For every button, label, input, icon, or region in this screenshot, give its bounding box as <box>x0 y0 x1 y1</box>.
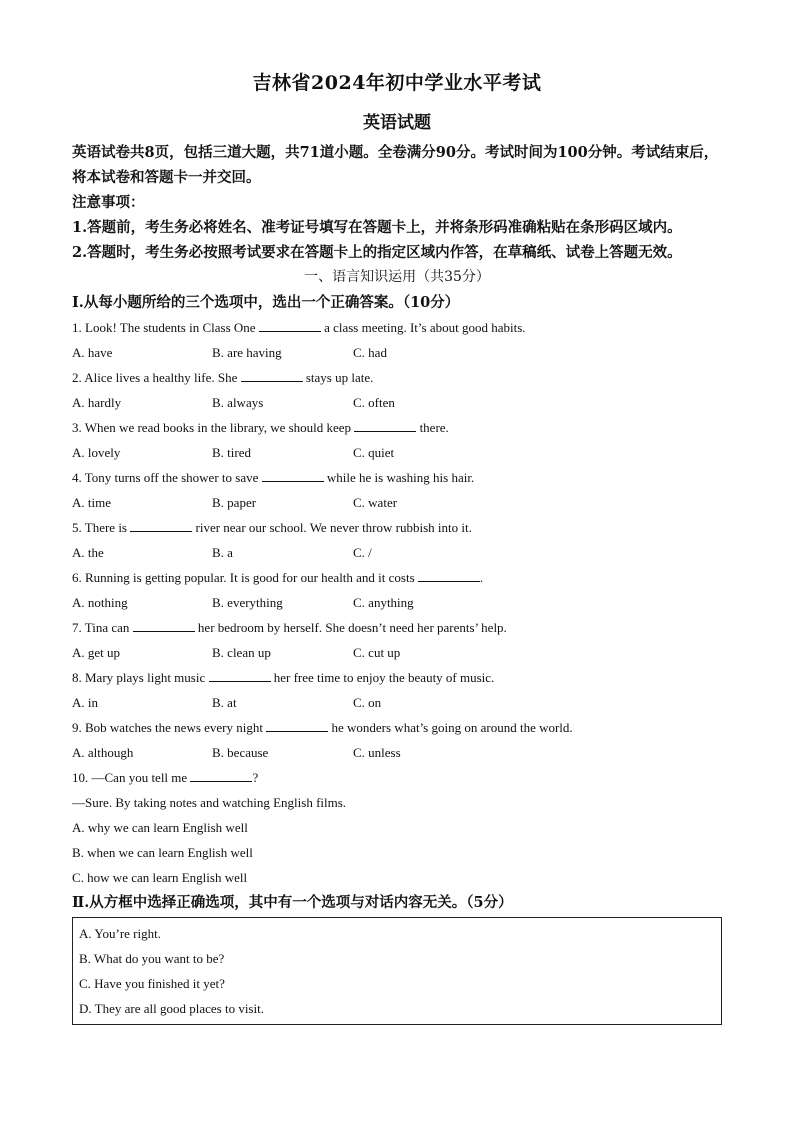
question-stem: 10. —Can you tell me ? <box>72 765 722 790</box>
question-stem: 9. Bob watches the news every night he wonders what’s going on around the world. <box>72 715 722 740</box>
option-c: C. often <box>353 395 395 410</box>
option-b: B. when we can learn English well <box>72 845 253 860</box>
exam-title: 吉林省2024年初中学业水平考试 <box>252 72 542 94</box>
question-block <box>72 465 722 515</box>
options-row <box>72 440 722 465</box>
question-stem: 7. Tina can her bedroom by herself. She doesn’t need her parents’ help. <box>72 615 722 640</box>
option-b: B. always <box>212 395 264 410</box>
option-c: C. cut up <box>353 645 401 660</box>
answer-blank <box>262 467 324 482</box>
box-option: A. You’re right. <box>79 926 161 941</box>
question-block <box>72 565 722 615</box>
options-row <box>72 740 722 765</box>
question-stem: 8. Mary plays light music her free time to enjoy the beauty of music. <box>72 665 722 690</box>
option-b: B. tired <box>212 445 251 460</box>
option-c: C. water <box>353 495 398 510</box>
notice-item: 1.答题前，考生务必将姓名、准考证号填写在答题卡上，并将条形码准确粘贴在条形码区域内。 <box>72 219 682 236</box>
option-a: A. nothing <box>72 595 128 610</box>
option-c: C. had <box>353 345 387 360</box>
options-box <box>72 917 722 1025</box>
answer-blank <box>266 717 328 732</box>
option-a: A. get up <box>72 645 121 660</box>
part1-heading: Ⅰ.从每小题所给的三个选项中，选出一个正确答案。（10分） <box>72 294 460 311</box>
notice-title: 注意事项： <box>72 194 145 211</box>
question-stem: 1. Look! The students in Class One a class meeting. It’s about good habits. <box>72 315 722 340</box>
question-stem: 5. There is river near our school. We never throw rubbish into it. <box>72 515 722 540</box>
option-a: A. lovely <box>72 445 121 460</box>
option-a: A. time <box>72 495 111 510</box>
section-heading: 一、语言知识运用（共35分） <box>304 269 490 285</box>
question-block <box>72 515 722 565</box>
question-stem: 4. Tony turns off the shower to save while he is washing his hair. <box>72 465 722 490</box>
question-block <box>72 415 722 465</box>
answer-blank <box>130 517 192 532</box>
exam-intro: 英语试卷共8页，包括三道大题，共71道小题。全卷满分90分。考试时间为100分钟。考试结束后，将本试卷和答题卡一并交回。 <box>72 144 719 186</box>
box-option: B. What do you want to be? <box>79 951 225 966</box>
question-stem: 3. When we read books in the library, we should keep there. <box>72 415 722 440</box>
options-row <box>72 590 722 615</box>
options-row <box>72 690 722 715</box>
question-block <box>72 765 722 890</box>
dialogue-reply: —Sure. By taking notes and watching English films. <box>72 795 347 810</box>
option-c: C. how we can learn English well <box>72 870 248 885</box>
notice-item: 2.答题时，考生务必按照考试要求在答题卡上的指定区域内作答，在草稿纸、试卷上答题无效。 <box>72 244 682 261</box>
option-c: C. on <box>353 695 382 710</box>
box-option: C. Have you finished it yet? <box>79 976 225 991</box>
option-c: C. / <box>353 545 372 560</box>
options-row <box>72 540 722 565</box>
option-b: B. clean up <box>212 645 271 660</box>
options-row <box>72 490 722 515</box>
exam-subject: 英语试题 <box>363 113 431 133</box>
option-a: A. have <box>72 345 113 360</box>
answer-blank <box>209 667 271 682</box>
question-block <box>72 365 722 415</box>
option-a: A. the <box>72 545 104 560</box>
options-row <box>72 640 722 665</box>
option-a: A. hardly <box>72 395 122 410</box>
option-c: C. unless <box>353 745 401 760</box>
answer-blank <box>418 567 480 582</box>
option-b: B. paper <box>212 495 257 510</box>
option-b: B. because <box>212 745 269 760</box>
options-row <box>72 340 722 365</box>
answer-blank <box>241 367 303 382</box>
question-block <box>72 615 722 665</box>
question-block <box>72 315 722 365</box>
answer-blank <box>354 417 416 432</box>
option-a: A. in <box>72 695 98 710</box>
answer-blank <box>133 617 195 632</box>
question-stem: 2. Alice lives a healthy life. She stays up late. <box>72 365 722 390</box>
option-a: A. although <box>72 745 134 760</box>
question-block <box>72 665 722 715</box>
option-b: B. are having <box>212 345 282 360</box>
option-a: A. why we can learn English well <box>72 820 248 835</box>
option-b: B. a <box>212 545 233 560</box>
answer-blank <box>190 767 252 782</box>
answer-blank <box>259 317 321 332</box>
option-c: C. quiet <box>353 445 395 460</box>
option-b: B. at <box>212 695 237 710</box>
question-stem: 6. Running is getting popular. It is good for our health and it costs . <box>72 565 722 590</box>
part2-heading: Ⅱ.从方框中选择正确选项，其中有一个选项与对话内容无关。（5分） <box>72 894 513 911</box>
options-row <box>72 390 722 415</box>
option-c: C. anything <box>353 595 414 610</box>
option-b: B. everything <box>212 595 283 610</box>
box-option: D. They are all good places to visit. <box>79 1001 264 1016</box>
question-block <box>72 715 722 765</box>
